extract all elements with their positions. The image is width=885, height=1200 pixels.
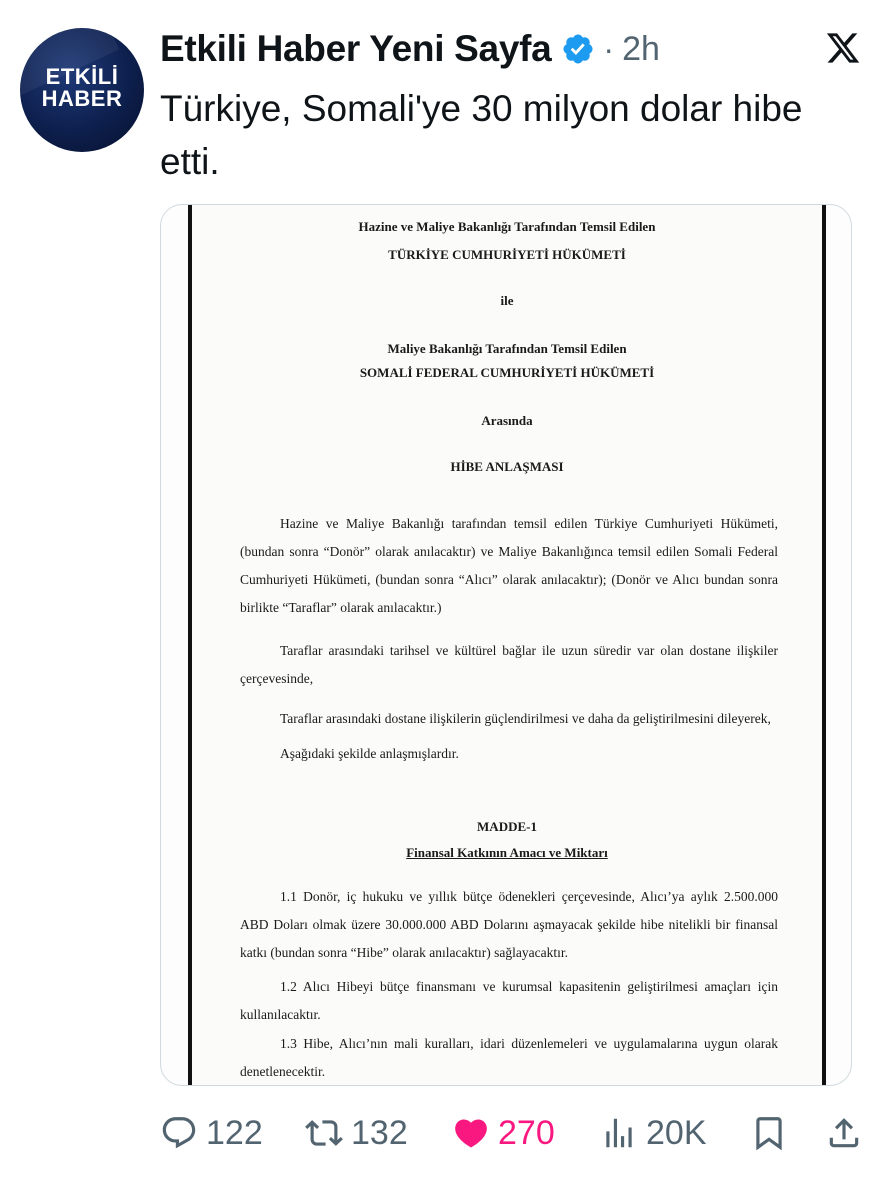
views-chart-icon (600, 1114, 638, 1152)
separator-dot: · (603, 30, 615, 67)
doc-header-line-1: Hazine ve Maliye Bakanlığı Tarafından Temsil Edilen (358, 219, 656, 234)
repost-count: 132 (351, 1113, 408, 1152)
doc-ile: ile (500, 293, 514, 308)
reply-button[interactable] (160, 1108, 263, 1158)
share-icon (825, 1114, 863, 1152)
repost-icon (305, 1114, 343, 1152)
avatar-logo-line-1: ETKİLİ (45, 64, 119, 89)
doc-m11-line: 1.1 Donör, iç hukuku ve yıllık bütçe ödenekleri çerçevesinde, Alıcı’ya aylık 2.500.000 (280, 889, 778, 904)
heart-icon (452, 1114, 490, 1152)
share-button[interactable] (825, 1108, 863, 1158)
doc-para2-line: çerçevesinde, (240, 671, 314, 686)
doc-paragraph-4: Aşağıdaki şekilde anlaşmışlardır. (280, 746, 459, 761)
doc-header-line-4: Maliye Bakanlığı Tarafından Temsil Edilen (387, 341, 627, 356)
doc-title: HİBE ANLAŞMASI (450, 459, 564, 474)
document-page (188, 205, 826, 1085)
doc-party-2: SOMALİ FEDERAL CUMHURİYETİ HÜKÜMETİ (359, 365, 655, 380)
author-name[interactable]: Etkili Haber Yeni Sayfa (160, 28, 552, 69)
doc-paragraph-1 (240, 510, 778, 622)
doc-para1-line: (bundan sonra “Donör” olarak anılacaktır) ve Maliye Bakanlığınca temsil edilen Somali Federal (240, 544, 778, 559)
reply-icon (160, 1114, 198, 1152)
doc-m12-line: kullanılacaktır. (240, 1007, 321, 1022)
doc-m11-line: ABD Doları olmak üzere 30.000.000 ABD Dolarını aşmayacak şekilde hibe nitelikli bir finansal (240, 917, 778, 932)
doc-article-1-2 (240, 973, 778, 1029)
doc-para2-line: Taraflar arasındaki tarihsel ve kültürel bağlar ile uzun süredir var olan dostane ilişkiler (280, 643, 778, 658)
doc-article-1-3 (240, 1030, 778, 1086)
tweet-text: Türkiye, Somali'ye 30 milyon dolar hibe etti. (160, 88, 803, 182)
like-count: 270 (498, 1113, 555, 1152)
doc-arasinda: Arasında (481, 413, 533, 428)
reply-count: 122 (206, 1113, 263, 1152)
tweet-header (160, 26, 660, 72)
x-logo-icon[interactable] (825, 30, 861, 66)
doc-m12-line: 1.2 Alıcı Hibeyi bütçe finansmanı ve kurumsal kapasitenin geliştirilmesi amaçları için (280, 979, 778, 994)
doc-para1-line: Cumhuriyeti Hükümeti, (bundan sonra “Alıcı” olarak anılacaktır); (Donör ve Alıcı bundan sonra (240, 572, 778, 587)
avatar-logo-line-2: HABER (41, 86, 123, 111)
avatar-logo (20, 66, 144, 110)
bookmark-button[interactable] (750, 1108, 788, 1158)
tweet-media-image[interactable] (160, 204, 852, 1086)
like-button[interactable] (452, 1108, 555, 1158)
doc-m13-line: 1.3 Hibe, Alıcı’nın mali kuralları, idari düzenlemeleri ve uygulamalarına uygun olarak (280, 1036, 778, 1051)
doc-m13-line: denetlenecektir. (240, 1064, 326, 1079)
views-count: 20K (646, 1113, 707, 1152)
doc-paragraph-2 (240, 637, 778, 693)
tweet-actions-bar (160, 1108, 865, 1158)
author-avatar[interactable] (20, 28, 144, 152)
doc-para1-line: Hazine ve Maliye Bakanlığı tarafından temsil edilen Türkiye Cumhuriyeti Hükümeti, (280, 516, 778, 531)
doc-madde-title: Finansal Katkının Amacı ve Miktarı (406, 845, 608, 860)
verified-badge-icon (561, 32, 595, 66)
doc-m11-line: katkı (bundan sonra “Hibe” olarak anılacaktır) sağlayacaktır. (240, 945, 568, 960)
doc-para1-line: birlikte “Taraflar” olarak anılacaktır.) (240, 600, 442, 615)
views-button[interactable] (600, 1108, 707, 1158)
doc-article-1-1 (240, 883, 778, 967)
doc-madde-heading: MADDE-1 (477, 819, 537, 834)
tweet-time[interactable]: 2h (622, 29, 660, 68)
doc-party-1: TÜRKİYE CUMHURİYETİ HÜKÜMETİ (388, 247, 626, 262)
doc-paragraph-3: Taraflar arasındaki dostane ilişkilerin güçlendirilmesi ve daha da geliştirilmesini dileyerek, (280, 711, 771, 726)
bookmark-icon (750, 1114, 788, 1152)
repost-button[interactable] (305, 1108, 408, 1158)
